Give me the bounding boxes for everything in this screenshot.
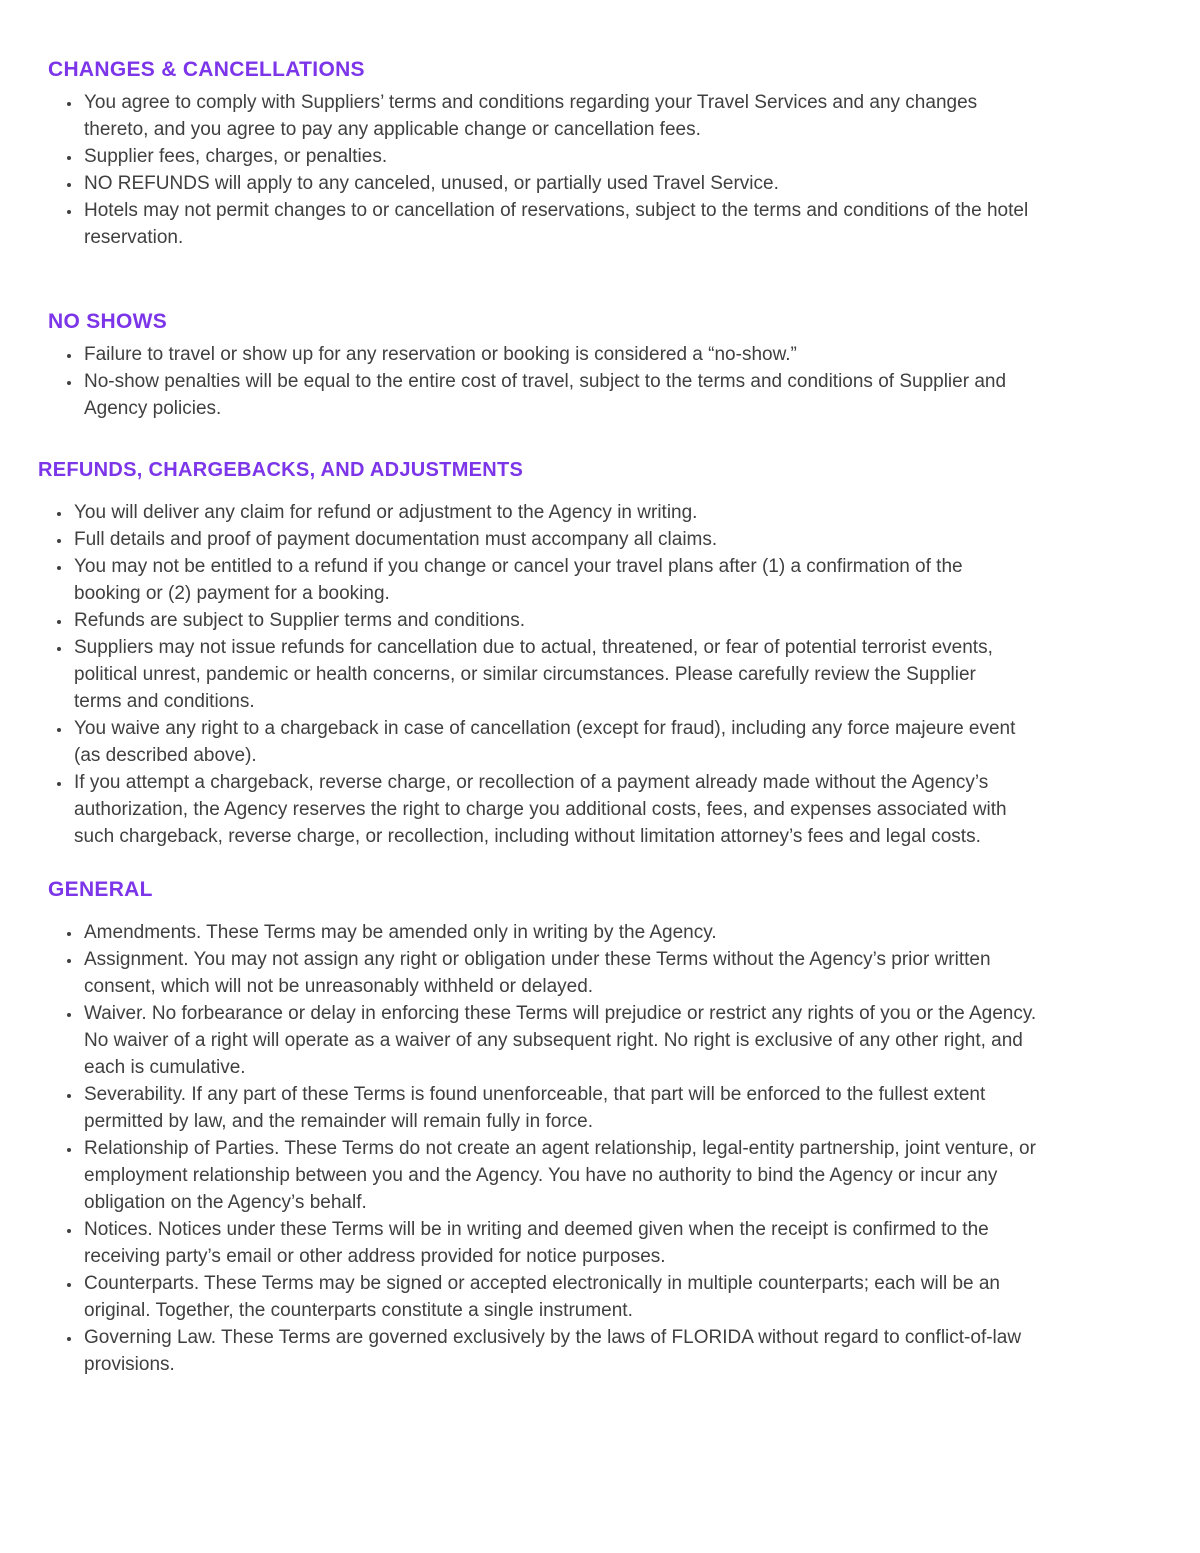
list-item: • Supplier fees, charges, or penalties. [82,143,1037,170]
list-item: • Full details and proof of payment documentation must accompany all claims. [72,526,1027,553]
bullet-list [48,341,1080,422]
list-item: • You waive any right to a chargeback in case of cancellation (except for fraud), including any force majeure event (as described above). [72,715,1027,769]
bullet-list [48,919,1080,1378]
section-heading: NO SHOWS [48,310,168,334]
bullet-list [38,499,1080,850]
list-item: • Relationship of Parties. These Terms do not create an agent relationship, legal-entity partnership, joint venture, or employment relationship between you and the Agency. You have no authority to bind the Agency or incur any obligation on the Agency’s behalf. [82,1135,1037,1216]
list-item: • No-show penalties will be equal to the entire cost of travel, subject to the terms and conditions of Supplier and Agency policies. [82,368,1037,422]
list-item: • Refunds are subject to Supplier terms and conditions. [72,607,1027,634]
section-heading: REFUNDS, CHARGEBACKS, AND ADJUSTMENTS [38,459,524,482]
section-general [48,878,1080,1378]
list-item: • You agree to comply with Suppliers’ terms and conditions regarding your Travel Services and any changes thereto, and you agree to pay any applicable change or cancellation fees. [82,89,1037,143]
list-item: • Assignment. You may not assign any right or obligation under these Terms without the Agency’s prior written consent, which will not be unreasonably withheld or delayed. [82,946,1037,1000]
list-item: • Severability. If any part of these Terms is found unenforceable, that part will be enforced to the fullest extent permitted by law, and the remainder will remain fully in force. [82,1081,1037,1135]
section-no-shows [48,310,1080,422]
section-heading: GENERAL [48,878,153,902]
section-changes-cancellations [48,58,1080,251]
list-item: • Failure to travel or show up for any reservation or booking is considered a “no-show.” [82,341,1037,368]
list-item: • NO REFUNDS will apply to any canceled, unused, or partially used Travel Service. [82,170,1037,197]
list-item: • Suppliers may not issue refunds for cancellation due to actual, threatened, or fear of potential terrorist events, political unrest, pandemic or health concerns, or similar circumstances. Please carefully review the Supplier terms and conditions. [72,634,1027,715]
list-item: • Governing Law. These Terms are governed exclusively by the laws of FLORIDA without regard to conflict-of-law provisions. [82,1324,1037,1378]
list-item: • If you attempt a chargeback, reverse charge, or recollection of a payment already made without the Agency’s authorization, the Agency reserves the right to charge you additional costs, fees, and expenses associated with such chargeback, reverse charge, or recollection, including without limitation attorney’s fees and legal costs. [72,769,1027,850]
section-refunds-chargebacks-adjustments [38,459,1080,850]
list-item: • You will deliver any claim for refund or adjustment to the Agency in writing. [72,499,1027,526]
list-item: • Amendments. These Terms may be amended only in writing by the Agency. [82,919,1037,946]
section-heading: CHANGES & CANCELLATIONS [48,58,365,81]
list-item: • You may not be entitled to a refund if you change or cancel your travel plans after (1) a confirmation of the booking or (2) payment for a booking. [72,553,1027,607]
list-item: • Notices. Notices under these Terms will be in writing and deemed given when the receipt is confirmed to the receiving party’s email or other address provided for notice purposes. [82,1216,1037,1270]
list-item: • Hotels may not permit changes to or cancellation of reservations, subject to the terms and conditions of the hotel reservation. [82,197,1037,251]
bullet-list [48,89,1080,251]
list-item: • Counterparts. These Terms may be signed or accepted electronically in multiple counterparts; each will be an original. Together, the counterparts constitute a single instrument. [82,1270,1037,1324]
list-item: • Waiver. No forbearance or delay in enforcing these Terms will prejudice or restrict any rights of you or the Agency. No waiver of a right will operate as a waiver of any subsequent right. No right is exclusive of any other right, and each is cumulative. [82,1000,1037,1081]
